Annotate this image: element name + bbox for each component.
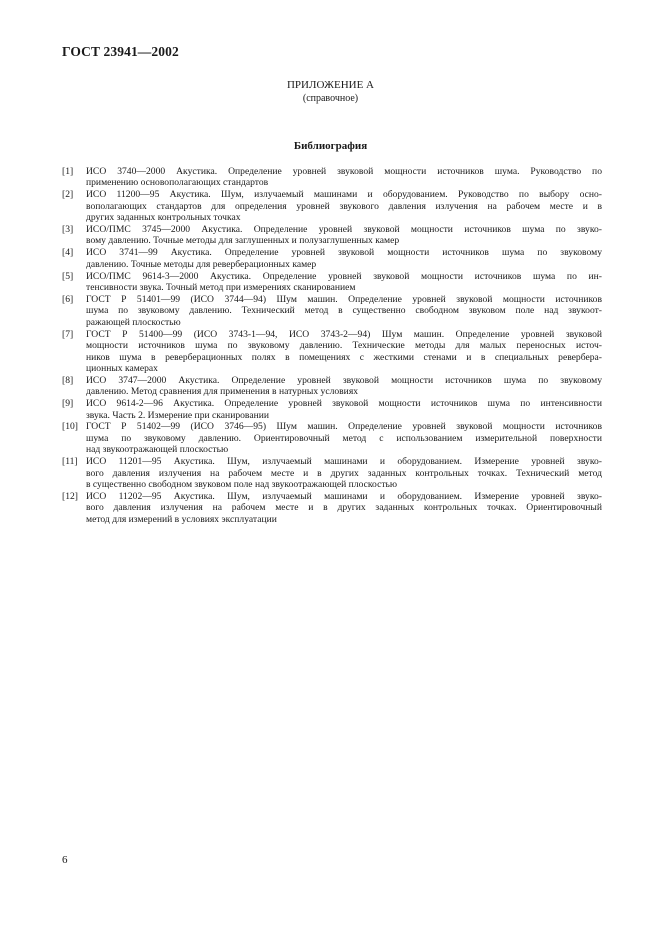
bibliography-entry-line: метод для измерений в условиях эксплуатации (86, 513, 277, 525)
bibliography-entry-line: ГОСТ Р 51400—99 (ИСО 3743-1—94, ИСО 3743-2—94) Шум машин. Определение уровней звуковой (86, 328, 602, 340)
bibliography-title: Библиография (293, 140, 368, 152)
bibliography-entry-line: тенсивности звука. Точный метод при измерениях сканированием (86, 282, 356, 294)
page-number: 6 (62, 854, 68, 866)
bibliography-entry-line: ИСО 9614-2—96 Акустика. Определение уровней звуковой мощности источников шума по интенсивности (86, 398, 602, 410)
bibliography-entry-line: вополагающих стандартов для определения уровней звукового давления излучения на рабочем месте и в (86, 200, 602, 212)
bibliography-entry-number: [9] (62, 398, 74, 410)
bibliography-entry-line: в существенно свободном звуковом поле над звукоотражающей плоскостью (86, 478, 398, 490)
bibliography-entry-text (86, 189, 602, 223)
bibliography-entry-line: вому давлению. Точные методы для заглушенных и полузаглушенных камер (86, 235, 400, 247)
bibliography-entry-line: ИСО 3740—2000 Акустика. Определение уровней звуковой мощности источников шума. Руководство по (86, 166, 602, 177)
appendix-title: ПРИЛОЖЕНИЕ А (286, 79, 374, 91)
bibliography-entry (62, 189, 602, 223)
bibliography-entry-line: применению основополагающих стандартов (86, 177, 269, 189)
appendix-subtitle: (справочное) (302, 93, 359, 104)
bibliography-entry-text (86, 329, 602, 375)
bibliography-entry-number: [12] (62, 490, 78, 502)
bibliography-entry-line: ИСО 11201—95 Акустика. Шум, излучаемый машинами и оборудованием. Измерение уровней звуко- (86, 456, 602, 468)
bibliography-entry-text (86, 375, 602, 398)
bibliography-entry-number: [8] (62, 374, 74, 386)
bibliography-entry-line: вого давления излучения на рабочем месте и в других заданных контрольных точках. Технический метод (86, 467, 602, 479)
bibliography-entry-line: вого давления излучения на рабочем месте и в других заданных контрольных точках. Ориентировочный (86, 502, 602, 514)
bibliography-entry-line: ИСО 11202—95 Акустика. Шум, излучаемый машинами и оборудованием. Измерение уровней звуко- (86, 490, 602, 502)
bibliography-entry-line: шума по звуковому давлению. Технический метод в существенно свободном звуковом поле над звукоот- (86, 305, 602, 317)
bibliography-entry-text (86, 294, 602, 328)
bibliography-entry-line: мощности источников шума по звуковому давлению. Технические методы для малых переносных источ- (86, 340, 602, 352)
bibliography-entry-line: ИСО 3741—99 Акустика. Определение уровней звуковой мощности источников шума по звуковому (86, 247, 602, 259)
bibliography-entry (62, 247, 602, 270)
bibliography-entry-number: [3] (62, 224, 74, 236)
bibliography-entry (62, 224, 602, 247)
bibliography-entry (62, 294, 602, 328)
bibliography-entry-number: [2] (62, 189, 74, 201)
bibliography-list (62, 166, 602, 526)
bibliography-entry-number: [1] (62, 166, 74, 177)
bibliography-entry (62, 491, 602, 525)
bibliography-entry (62, 271, 602, 294)
bibliography-entry-text (86, 166, 602, 189)
bibliography-entry-number: [6] (62, 293, 74, 305)
bibliography-entry-number: [7] (62, 328, 74, 340)
bibliography-entry-number: [10] (62, 421, 78, 433)
bibliography-entry-text (86, 398, 602, 421)
bibliography-entry-line: других заданных контрольных точках (86, 212, 241, 224)
bibliography-entry-text (86, 456, 602, 490)
bibliography-entry (62, 329, 602, 375)
bibliography-entry-text (86, 421, 602, 455)
bibliography-entry-line: ИСО 11200—95 Акустика. Шум, излучаемый машинами и оборудованием. Руководство по выбору осно- (86, 189, 602, 201)
bibliography-entry-text (86, 224, 602, 247)
bibliography-entry-line: ИСО 3747—2000 Акустика. Определение уровней звуковой мощности источников шума по звуковому (86, 374, 602, 386)
bibliography-entry-number: [5] (62, 270, 74, 282)
bibliography-entry-line: шума по звуковому давлению. Ориентировочный метод с использованием измерительной поверхности (86, 432, 602, 444)
bibliography-entry (62, 421, 602, 455)
bibliography-entry-line: ГОСТ Р 51402—99 (ИСО 3746—95) Шум машин. Определение уровней звуковой мощности источников (86, 421, 602, 433)
bibliography-entry-line: звука. Часть 2. Измерение при сканировании (86, 409, 269, 421)
bibliography-entry-line: давлению. Метод сравнения для применения в натурных условиях (86, 386, 359, 398)
bibliography-entry (62, 375, 602, 398)
bibliography-entry-text (86, 491, 602, 525)
document-id-header: ГОСТ 23941—2002 (62, 44, 179, 59)
bibliography-entry-text (86, 271, 602, 294)
bibliography-entry-line: ционных камерах (86, 362, 158, 374)
bibliography-entry-line: ГОСТ Р 51401—99 (ИСО 3744—94) Шум машин. Определение уровней звуковой мощности источников (86, 293, 602, 305)
bibliography-entry (62, 398, 602, 421)
bibliography-entry-number: [4] (62, 247, 74, 259)
bibliography-entry-line: ражающей плоскостью (86, 316, 181, 328)
bibliography-entry-line: ИСО/ПМС 9614-3—2000 Акустика. Определение уровней звуковой мощности источников шума по ин- (86, 270, 602, 282)
bibliography-entry-line: ников шума в реверберационных полях в помещениях с жесткими стенами и в специальных ревербера- (86, 351, 602, 363)
bibliography-entry-line: над звукоотражающей плоскостью (86, 444, 229, 456)
appendix-heading (0, 78, 661, 106)
bibliography-entry-number: [11] (62, 456, 78, 468)
bibliography-entry-line: ИСО/ПМС 3745—2000 Акустика. Определение уровней звуковой мощности источников шума по звуко- (86, 224, 602, 236)
bibliography-entry (62, 166, 602, 189)
bibliography-entry (62, 456, 602, 490)
bibliography-entry-text (86, 247, 602, 270)
bibliography-entry-line: давлению. Точные методы для реверберационных камер (86, 258, 317, 270)
